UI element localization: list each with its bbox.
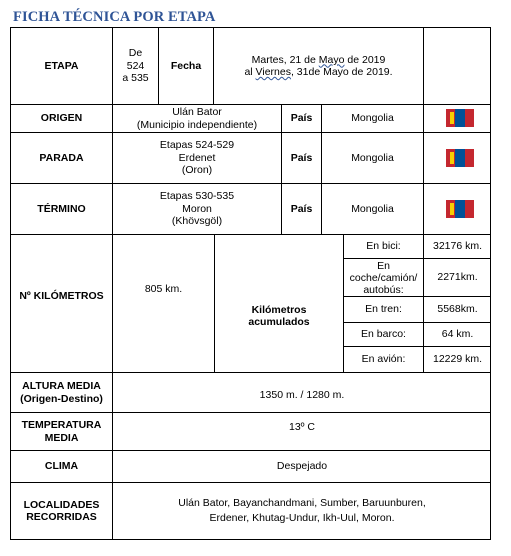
parada-pais-label: País (290, 151, 313, 164)
clima-value: Despejado (276, 460, 328, 473)
mongolia-flag-icon (446, 200, 474, 218)
kilometros-value: 805 km. (144, 282, 183, 295)
etapa-range (113, 28, 158, 104)
clima-label: CLIMA (44, 460, 79, 473)
origen-pais-label: País (290, 112, 313, 125)
mode-label-coche: En coche/camión/ autobús: (349, 259, 418, 296)
origen-place (113, 105, 281, 132)
localidades-label: LOCALIDADES RECORRIDAS (23, 498, 100, 523)
page-title: FICHA TÉCNICA POR ETAPA (13, 9, 216, 25)
mode-value-tren: 5568km. (437, 303, 478, 316)
mongolia-flag-icon (446, 149, 474, 167)
mode-label-avion: En avión: (361, 353, 406, 366)
parada-place-line2: Erdenet (178, 151, 216, 164)
etapa-label: ETAPA (44, 59, 79, 72)
mode-value-coche: 2271km. (437, 271, 478, 284)
termino-label: TÉRMINO (37, 202, 86, 215)
fecha-line1: Martes, 21 de Mayo de 2019 (251, 53, 386, 66)
altura-value: 1350 m. / 1280 m. (259, 389, 345, 402)
temperatura-label: TEMPERATURA MEDIA (21, 419, 102, 444)
parada-pais: Mongolia (351, 151, 394, 164)
parada-place (113, 133, 281, 183)
mode-value-bici: 32176 km. (432, 240, 483, 253)
acumulados-line2: acumulados (248, 316, 310, 328)
termino-pais: Mongolia (351, 202, 394, 215)
fecha-value (214, 28, 423, 104)
origen-place-line2: (Municipio independiente) (136, 118, 258, 131)
mode-value-avion: 12229 km. (432, 353, 483, 366)
mode-label-tren: En tren: (365, 303, 402, 316)
fecha-line2: al Viernes, 31de Mayo de 2019. (244, 66, 393, 78)
termino-place-line1: Etapas 530-535 (159, 190, 235, 203)
mongolia-flag-icon (446, 109, 474, 127)
origen-label: ORIGEN (40, 112, 83, 125)
termino-place (113, 184, 281, 234)
mode-value-barco: 64 km. (441, 328, 474, 341)
localidades-value: Ulán Bator, Bayanchandmani, Sumber, Baruunburen, Erdener, Khutag-Undur, Ikh-Uul, Moron. (178, 497, 426, 524)
etapa-range-line1: De (128, 47, 143, 60)
etapa-range-line3: a 535 (122, 72, 149, 85)
etapa-range-line2: 524 (126, 59, 145, 72)
acumulados-line1: Kilómetros (251, 303, 307, 316)
termino-place-line3: (Khövsgöl) (171, 215, 223, 228)
temperatura-value: 13º C (288, 421, 315, 434)
termino-place-line2: Moron (182, 202, 212, 215)
kilometros-label: Nº KILÓMETROS (19, 289, 104, 302)
mode-label-bici: En bici: (366, 240, 401, 253)
fecha-label: Fecha (170, 59, 202, 72)
parada-label: PARADA (39, 151, 84, 164)
origen-place-line1: Ulán Bator (172, 106, 222, 118)
parada-place-line3: (Oron) (181, 164, 213, 177)
termino-pais-label: País (290, 202, 313, 215)
altura-label: ALTURA MEDIA (Origen-Destino) (20, 380, 103, 405)
mode-label-barco: En barco: (361, 328, 406, 341)
parada-place-line1: Etapas 524-529 (159, 139, 235, 152)
origen-pais: Mongolia (351, 112, 394, 125)
